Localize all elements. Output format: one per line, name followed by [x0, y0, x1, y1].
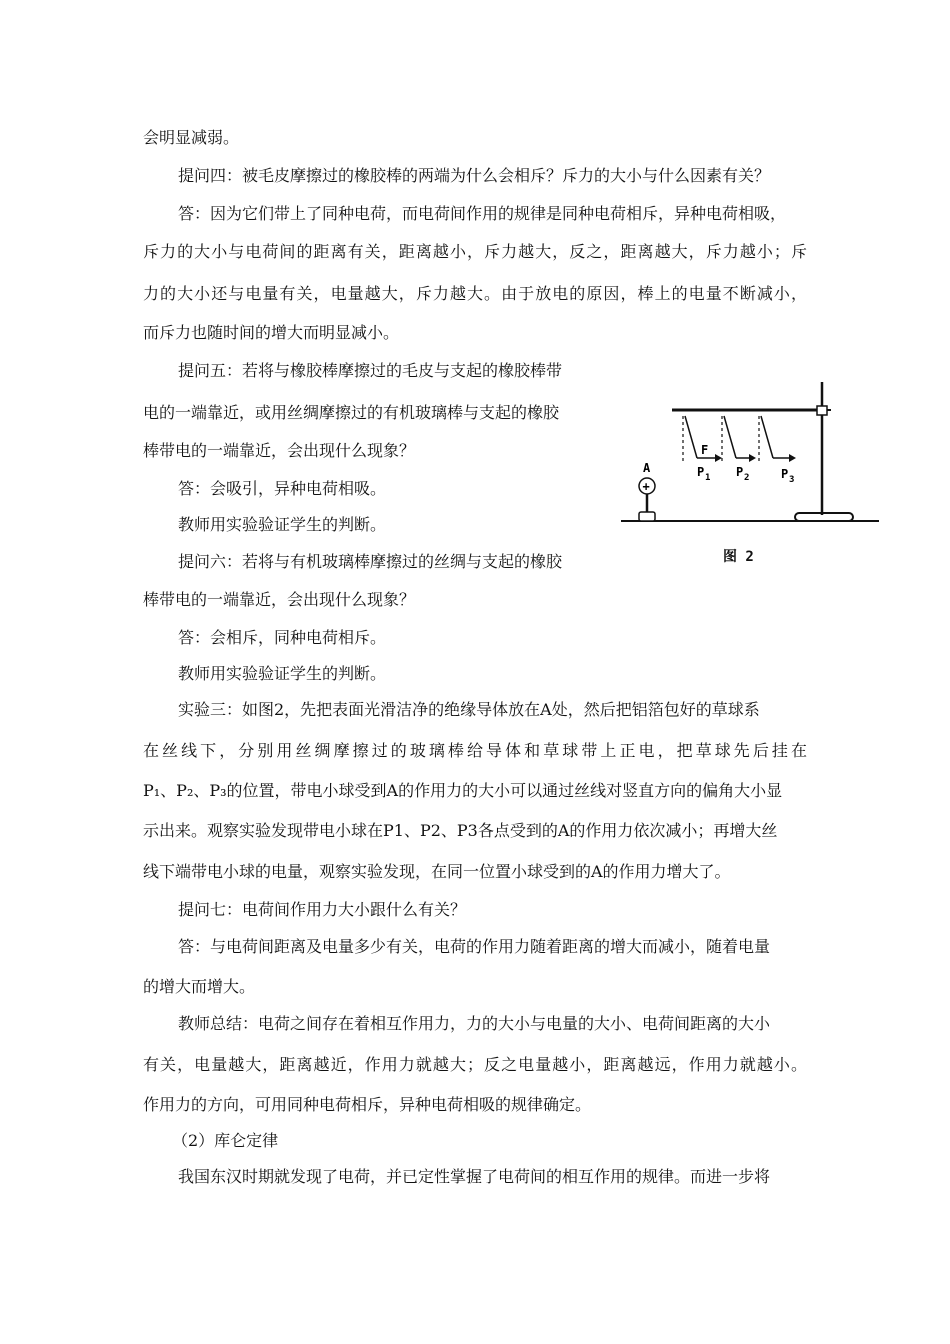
figure-coulomb-apparatus [617, 372, 885, 572]
text-line: 提问五：若将与橡胶棒摩擦过的毛皮与支起的橡胶棒带 [178, 361, 563, 380]
post-base [639, 512, 655, 521]
plus-sign: + [642, 479, 650, 494]
text-line: 教师用实验验证学生的判断。 [178, 664, 387, 683]
label-p1-sub: 1 [705, 473, 711, 483]
text-line: 斥力的大小与电荷间的距离有关，距离越小，斥力越大，反之，距离越大，斥力越小；斥 [143, 242, 807, 261]
charged-body-a [639, 461, 655, 521]
label-p2: P [736, 465, 744, 479]
text-line: 线下端带电小球的电量，观察实验发现，在同一位置小球受到的A的作用力增大了。 [143, 862, 731, 881]
text-line: 教师用实验验证学生的判断。 [178, 515, 387, 534]
text-line: 提问六：若将与有机玻璃棒摩擦过的丝绸与支起的橡胶 [178, 552, 563, 571]
text-line: 提问七：电荷间作用力大小跟什么有关？ [178, 900, 467, 919]
text-line: 电的一端靠近，或用丝绸摩擦过的有机玻璃棒与支起的橡胶 [143, 403, 560, 422]
pendulum-p2 [722, 416, 756, 462]
text-line: 在丝线下，分别用丝绸摩擦过的玻璃棒给导体和草球带上正电，把草球先后挂在 [143, 741, 807, 760]
text-line: 力的大小还与电量有关，电量越大，斥力越大。由于放电的原因，棒上的电量不断减小， [143, 284, 807, 303]
text-line: 的增大而增大。 [143, 977, 256, 996]
force-label: F [701, 443, 709, 457]
text-line: 提问四：被毛皮摩擦过的橡胶棒的两端为什么会相斥？斥力的大小与什么因素有关？ [178, 166, 771, 185]
apparatus-diagram [617, 372, 885, 572]
label-p2-sub: 2 [744, 473, 750, 483]
text-line: 答：与电荷间距离及电量多少有关，电荷的作用力随着距离的增大而减小，随着电量 [178, 937, 771, 956]
text-line: 答：会相斥，同种电荷相斥。 [178, 628, 387, 647]
stand-base [795, 513, 853, 521]
section-heading: （2）库仑定律 [172, 1131, 279, 1150]
text-line: 我国东汉时期就发现了电荷，并已定性掌握了电荷间的相互作用的规律。而进一步将 [178, 1167, 771, 1186]
text-line: 答：会吸引，异种电荷相吸。 [178, 479, 387, 498]
text-line: 示出来。观察实验发现带电小球在P1、P2、P3各点受到的A的作用力依次减小；再增大丝 [143, 821, 778, 840]
label-p1: P [697, 465, 705, 479]
text-line: 而斥力也随时间的增大而明显减小。 [143, 323, 400, 342]
pendulum-p3 [759, 416, 796, 462]
text-line: P₁、P₂、P₃的位置，带电小球受到A的作用力的大小可以通过丝线对竖直方向的偏角大小显 [143, 781, 783, 800]
clamp [817, 406, 827, 415]
text-line: 实验三：如图2，先把表面光滑洁净的绝缘导体放在A处，然后把铝箔包好的草球系 [178, 700, 760, 719]
text-line: 有关，电量越大，距离越近，作用力就越大；反之电量越小，距离越远，作用力就越小。 [143, 1055, 807, 1074]
label-p3: P [781, 467, 789, 481]
text-line: 棒带电的一端靠近，会出现什么现象？ [143, 441, 416, 460]
label-a: A [643, 461, 651, 475]
text-line: 作用力的方向，可用同种电荷相斥，异种电荷相吸的规律确定。 [143, 1095, 592, 1114]
text-line: 会明显减弱。 [143, 128, 240, 147]
text-line: 答：因为它们带上了同种电荷，而电荷间作用的规律是同种电荷相斥，异种电荷相吸， [178, 204, 787, 223]
figure-caption: 图 2 [723, 549, 754, 565]
text-line: 教师总结：电荷之间存在着相互作用力，力的大小与电量的大小、电荷间距离的大小 [178, 1014, 771, 1033]
text-line: 棒带电的一端靠近，会出现什么现象？ [143, 590, 416, 609]
label-p3-sub: 3 [789, 475, 795, 485]
